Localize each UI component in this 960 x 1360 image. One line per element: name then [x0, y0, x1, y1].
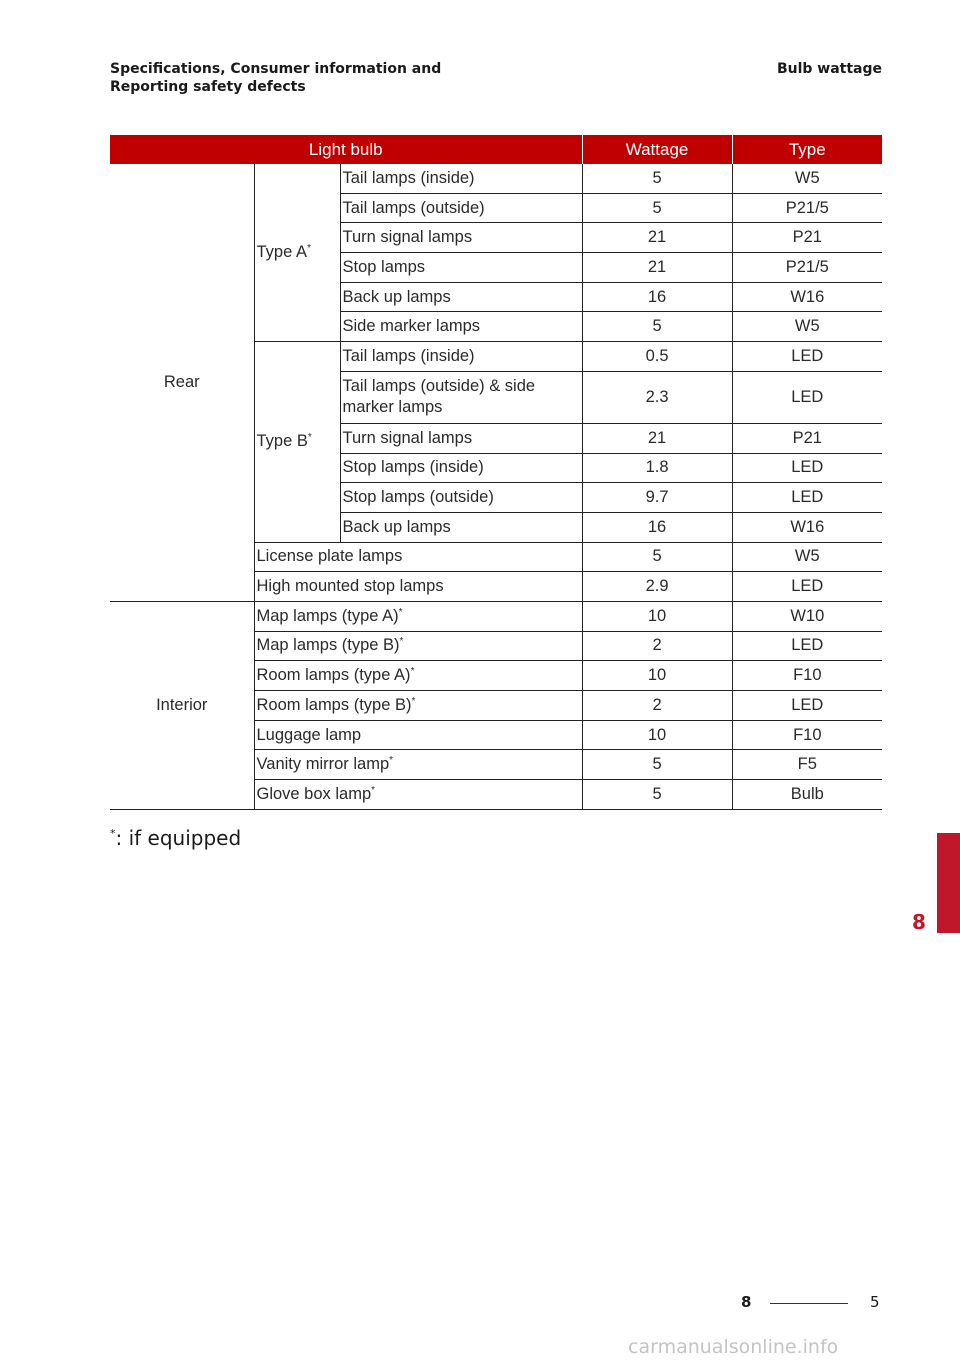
subgroup-label: Type A	[256, 243, 307, 262]
bulb-wattage: 5	[582, 312, 732, 342]
bulb-name	[254, 661, 582, 691]
bulb-name-text: Vanity mirror lamp	[256, 755, 390, 774]
section-title-line2: Reporting safety defects	[110, 79, 306, 95]
bulb-name	[254, 691, 582, 721]
bulb-name-text: Room lamps (type B)	[256, 695, 412, 714]
bulb-type: W5	[732, 164, 882, 193]
bulb-type: LED	[732, 483, 882, 513]
footer-page-number: 5	[870, 1293, 880, 1311]
bulb-name: High mounted stop lamps	[254, 572, 582, 602]
bulb-type: LED	[732, 371, 882, 423]
bulb-name	[254, 631, 582, 661]
bulb-type: W5	[732, 542, 882, 572]
bulb-name: Side marker lamps	[340, 312, 582, 342]
footer-divider	[770, 1303, 848, 1304]
bulb-name: Back up lamps	[340, 282, 582, 312]
bulb-type: F10	[732, 661, 882, 691]
bulb-type: LED	[732, 691, 882, 721]
bulb-name: Back up lamps	[340, 512, 582, 542]
col-header-light-bulb: Light bulb	[110, 135, 582, 164]
asterisk-mark: *	[371, 784, 376, 796]
col-header-wattage: Wattage	[582, 135, 732, 164]
bulb-name-text: Room lamps (type A)	[256, 666, 411, 685]
bulb-name: License plate lamps	[254, 542, 582, 572]
bulb-wattage: 2	[582, 631, 732, 661]
bulb-wattage-table	[110, 135, 882, 810]
group-label: Rear	[163, 372, 200, 391]
bulb-wattage: 9.7	[582, 483, 732, 513]
bulb-name: Stop lamps (outside)	[340, 483, 582, 513]
bulb-name: Tail lamps (inside)	[340, 342, 582, 372]
bulb-wattage: 1.8	[582, 453, 732, 483]
bulb-wattage: 2.9	[582, 572, 732, 602]
col-header-type: Type	[732, 135, 882, 164]
table-row	[110, 601, 882, 631]
bulb-type: Bulb	[732, 780, 882, 810]
asterisk-mark: *	[398, 606, 403, 618]
bulb-wattage: 16	[582, 512, 732, 542]
running-header-section	[110, 60, 441, 96]
asterisk-mark: *	[307, 432, 312, 444]
bulb-type: LED	[732, 453, 882, 483]
bulb-type: W10	[732, 601, 882, 631]
subgroup-label: Type B	[256, 432, 308, 451]
footnote	[110, 826, 241, 850]
asterisk-mark: *	[410, 666, 415, 678]
watermark-text: carmanualsonline.info	[628, 1336, 839, 1358]
bulb-name	[254, 601, 582, 631]
bulb-type: P21	[732, 223, 882, 253]
chapter-side-tab	[937, 833, 960, 933]
bulb-type: F10	[732, 720, 882, 750]
bulb-wattage: 5	[582, 780, 732, 810]
bulb-name: Stop lamps (inside)	[340, 453, 582, 483]
subgroup-type-a	[254, 164, 340, 342]
bulb-wattage: 2.3	[582, 371, 732, 423]
bulb-wattage: 5	[582, 193, 732, 223]
bulb-wattage: 0.5	[582, 342, 732, 372]
bulb-type: P21	[732, 423, 882, 453]
bulb-wattage: 5	[582, 164, 732, 193]
table-header-row	[110, 135, 882, 164]
asterisk-mark: *	[110, 827, 116, 840]
bulb-type: P21/5	[732, 253, 882, 283]
footnote-text: : if equipped	[115, 826, 242, 850]
bulb-wattage: 2	[582, 691, 732, 721]
bulb-name: Tail lamps (inside)	[340, 164, 582, 193]
asterisk-mark: *	[389, 755, 394, 767]
bulb-type: W16	[732, 512, 882, 542]
bulb-wattage: 10	[582, 720, 732, 750]
asterisk-mark: *	[306, 243, 311, 255]
bulb-name-text: Map lamps (type B)	[256, 636, 400, 655]
bulb-wattage: 10	[582, 601, 732, 631]
bulb-wattage: 21	[582, 253, 732, 283]
asterisk-mark: *	[399, 636, 404, 648]
bulb-name-text: Glove box lamp	[256, 784, 372, 803]
chapter-tab-number: 8	[912, 910, 926, 934]
bulb-wattage: 21	[582, 423, 732, 453]
group-interior	[110, 601, 254, 809]
bulb-wattage: 5	[582, 542, 732, 572]
bulb-name	[254, 780, 582, 810]
bulb-wattage: 10	[582, 661, 732, 691]
bulb-type: LED	[732, 342, 882, 372]
bulb-name: Turn signal lamps	[340, 223, 582, 253]
bulb-type: F5	[732, 750, 882, 780]
bulb-name: Turn signal lamps	[340, 423, 582, 453]
section-title-line1: Specifications, Consumer information and	[110, 61, 442, 77]
bulb-name: Tail lamps (outside)	[340, 193, 582, 223]
group-label: Interior	[156, 695, 208, 714]
table-row	[110, 164, 882, 193]
bulb-name: Stop lamps	[340, 253, 582, 283]
running-header-topic: Bulb wattage	[776, 61, 882, 77]
bulb-name-text: Map lamps (type A)	[256, 606, 399, 625]
footer-chapter-number: 8	[741, 1293, 752, 1311]
bulb-name: Luggage lamp	[254, 720, 582, 750]
bulb-type: LED	[732, 631, 882, 661]
bulb-name: Tail lamps (outside) & side marker lamps	[340, 371, 582, 423]
bulb-type: LED	[732, 572, 882, 602]
asterisk-mark: *	[411, 695, 416, 707]
bulb-type: P21/5	[732, 193, 882, 223]
subgroup-type-b	[254, 342, 340, 542]
bulb-wattage: 5	[582, 750, 732, 780]
bulb-type: W16	[732, 282, 882, 312]
bulb-wattage: 21	[582, 223, 732, 253]
bulb-wattage: 16	[582, 282, 732, 312]
group-rear	[110, 164, 254, 601]
bulb-name	[254, 750, 582, 780]
bulb-type: W5	[732, 312, 882, 342]
